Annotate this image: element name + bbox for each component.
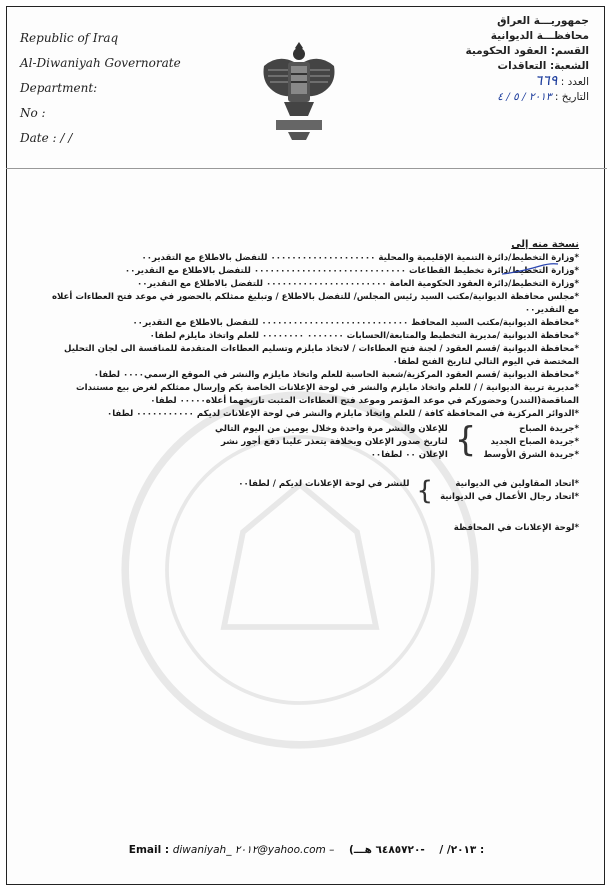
eagle-emblem-icon	[258, 36, 340, 148]
footer-phone-prefix: هـــ :	[353, 844, 485, 856]
announcements-board-item: *لوحة الإعلانات في المحافظة	[453, 523, 579, 533]
list-item: *وزارة التخطيط/دائرة العقود الحكومية العامة ٠٠٠٠٠٠٠٠٠٠٠٠٠٠٠٠٠٠٠٠٠٠٠ للتفضل بالاطلاع مع التقدير٠٠	[136, 279, 579, 289]
header-divider	[6, 168, 607, 169]
brace-icon: }	[454, 420, 477, 460]
footer-year: (٢٠١٣/ /	[349, 844, 477, 856]
header-en-department: Department:	[20, 81, 98, 95]
number-label: العدد :	[560, 76, 589, 88]
newspapers-note: للإعلان والنشر مرة واحدة وخلال يومين من اليوم التالي لتاريخ صدور الإعلان وبخلافة يتعذر علينا دفع أجور نشر الإعلان ٠٠ لطفا٠٠	[215, 424, 448, 460]
header-en-date: Date : / /	[20, 131, 73, 145]
unions-group	[49, 478, 579, 504]
union-item: *اتحاد المقاولين في الديوانية	[455, 479, 579, 489]
newspapers-list	[483, 423, 579, 462]
unions-note: للنشر في لوحة الإعلانات لديكم / لطفا٠٠	[238, 479, 410, 489]
newspaper-item: *جريدة الصباح الجديد	[490, 437, 579, 447]
distribution-list	[49, 238, 579, 535]
header-ar-number	[466, 74, 589, 90]
newspaper-item: *جريدة الشرق الأوسط	[483, 450, 579, 460]
list-item: *مجلس محافظة الديوانية/مكتب السيد رئيس المجلس/ للتفضل بالاطلاع / وتبليغ ممثلكم بالحضور في موعد فتح العطاءات أعلاه مع التقدير٠٠	[51, 292, 579, 315]
newspaper-item: *جريدة الصباح	[519, 424, 579, 434]
header-en-number: No :	[20, 106, 46, 120]
footer-phone: -٦٤٨٥٧٢٠	[375, 844, 425, 856]
list-item: *محافظة الديوانية /مديرية التخطيط والمتابعة/الحسابات ٠٠٠٠٠٠٠ ٠٠٠٠٠٠٠٠ للعلم واتخاذ مايلزم لطفا٠	[149, 331, 579, 341]
copy-to-title: نسخة منه إلى	[511, 239, 579, 250]
list-item: *محافظة الديوانية /قسم العقود المركزية/شعبة الحاسبة للعلم واتخاذ مايلزم والنشر في الموقع الرسمي٠٠٠٠ لطفا٠	[93, 370, 579, 380]
header-en-governorate: Al-Diwaniyah Governorate	[20, 56, 181, 70]
header-ar-department: القسم: العقود الحكومية	[465, 45, 589, 57]
list-item: *محافظة الديوانية/مكتب السيد المحافظ ٠٠٠٠٠٠٠٠٠٠٠٠٠٠٠٠٠٠٠٠٠٠٠٠٠٠٠٠ للتفضل بالاطلاع مع التقدير٠٠	[132, 318, 579, 328]
header-ar-date	[466, 90, 589, 105]
list-item: *وزارة التخطيط/دائرة تخطيط القطاعات ٠٠٠٠٠٠٠٠٠٠٠٠٠٠٠٠٠٠٠٠٠٠٠٠٠٠٠٠٠ للتفضل بالاطلاع مع التقدير٠٠	[124, 266, 579, 276]
footer-contact	[0, 844, 613, 856]
pen-stroke-icon	[500, 262, 560, 276]
list-item: *مديرية تربية الديوانية / / للعلم واتخاذ مايلزم والنشر في لوحة الإعلانات الخاصة بكم وإرسال ممثلكم لغرض بيع مستندات المناقصة(التندر) وحضوركم في موعد المؤتمر وموعد فتح العطاءات المثبت تاريخهما أعلاه٠٠٠٠٠ لطفا٠	[76, 383, 579, 406]
header-arabic	[466, 14, 589, 105]
newspapers-group	[49, 420, 579, 462]
date-value: ٢٠١٣ / ٥ / ٤	[497, 91, 552, 103]
union-item: *اتحاد رجال الأعمال في الديوانية	[440, 492, 579, 502]
email-label: Email :	[128, 844, 170, 856]
header-english	[20, 26, 181, 151]
unions-list	[440, 478, 579, 504]
list-item: *وزارة التخطيط/دائرة التنمية الإقليمية والمحلية ٠٠٠٠٠٠٠٠٠٠٠٠٠٠٠٠٠٠٠٠ للتفضل بالاطلاع مع التقدير٠٠	[141, 253, 579, 263]
list-item: *محافظة الديوانية /قسم العقود / لجنة فتح العطاءات / لاتخاذ مايلزم وتسليم العطاءات المتقدمة للمنافسة الى لجان التحليل المختصة في اليوم التالي لتاريخ الفتح لطفا٠	[64, 344, 579, 367]
header-en-country: Republic of Iraq	[20, 31, 119, 45]
header-ar-country: جمهوريـــة العراق	[497, 15, 589, 27]
date-label: التاريخ :	[554, 91, 589, 103]
header-ar-section: الشعبة: التعاقدات	[497, 60, 589, 72]
list-item: *الدوائر المركزية في المحافظة كافة / للعلم واتخاذ مايلزم والنشر في لوحة الإعلانات لديكم ٠٠٠٠٠٠٠٠٠٠٠ لطفا٠	[106, 409, 579, 419]
email-value: diwaniyah_ ٢٠١٢@yahoo.com –	[172, 844, 335, 856]
brace-icon: }	[416, 476, 434, 506]
header-ar-governorate: محافظـــة الديوانية	[490, 30, 589, 42]
number-value: ٦٦٩	[534, 73, 558, 89]
